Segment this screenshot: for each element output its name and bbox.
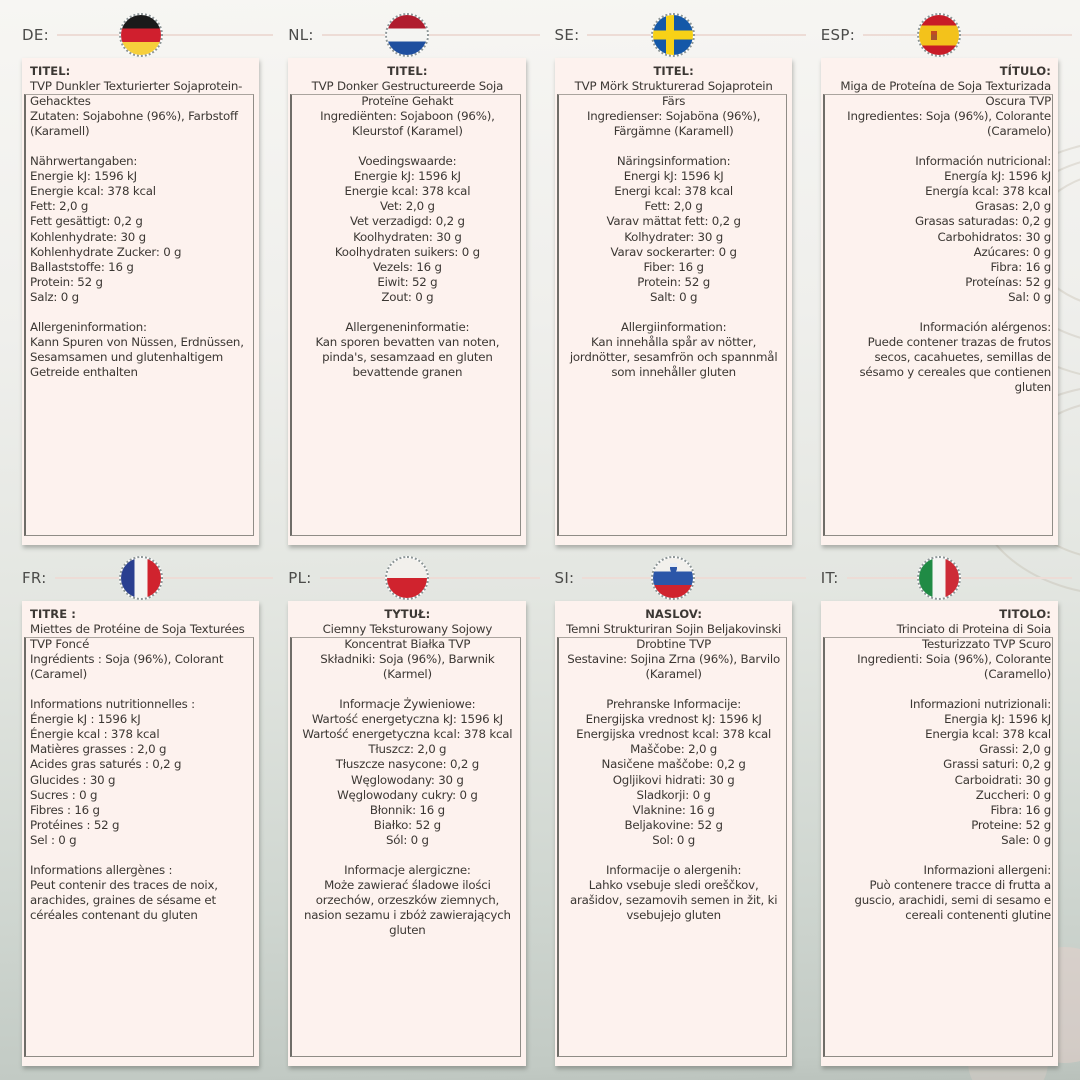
title-label: TITEL: [387,64,428,78]
blank-line [296,305,518,320]
body-line: Énergie kJ : 1596 kJ [30,712,141,727]
header-divider-line [55,577,274,579]
body-line: Puede contener trazas de frutos secos, cacahuetes, semillas de sésamo y cereales que contienen gluten [859,335,1051,395]
body-line: Koolhydraten suikers: 0 g [334,244,480,259]
language-header [555,555,792,601]
body-line: Énergie kcal : 378 kcal [30,727,160,742]
body-line: Información alérgenos: [919,320,1051,335]
title-label: TITEL: [30,64,71,78]
body-line: Informacje Żywieniowe: [339,697,476,712]
language-code-label: NL: [288,26,314,44]
body-line: Glucides : 30 g [30,772,116,787]
body-line: Ingrediënten: Sojaboon (96%), Kleurstof (Karamel) [320,108,495,138]
language-card-cell [288,12,525,545]
product-title: Trinciato di Proteina di Soia Testurizzato TVP Scuro [896,621,1051,651]
body-line: Fett gesättigt: 0,2 g [30,214,143,229]
body-line: Eiwit: 52 g [377,274,438,289]
body-line: Fibra: 16 g [990,259,1051,274]
language-header [22,555,259,601]
product-title: Miga de Proteína de Soja Texturizada Oscura TVP [840,78,1051,108]
body-line: Grasas: 2,0 g [975,199,1051,214]
esp-flag-icon [917,13,961,57]
body-line: Allergeneninformatie: [345,320,470,335]
body-line: Salt: 0 g [649,289,698,304]
card-body [829,109,1051,396]
card-body [30,652,252,924]
product-label-card [821,601,1058,1066]
body-line: Wartość energetyczna kJ: 1596 kJ [311,712,503,727]
flag-circle [387,15,427,55]
body-line: Nährwertangaben: [30,154,138,169]
language-header [288,555,525,601]
body-line: Protein: 52 g [30,274,103,289]
language-card-cell [555,555,792,1066]
body-line: Allergeninformation: [30,320,147,335]
flag-circle [387,558,427,598]
body-line: Sal: 0 g [1008,289,1051,304]
language-code-label: SE: [554,26,580,44]
body-line: Energi kcal: 378 kcal [614,184,734,199]
title-label: TITOLO: [999,607,1051,621]
body-line: Energie kJ: 1596 kJ [353,169,461,184]
body-line: Sestavine: Sojina Zrna (96%), Barvilo (Karamel) [567,651,781,681]
body-line: Sol: 0 g [652,832,696,847]
body-line: Białko: 52 g [373,817,441,832]
body-line: Grasas saturadas: 0,2 g [914,214,1051,229]
body-line: Zout: 0 g [381,289,434,304]
body-line: Maščobe: 2,0 g [630,742,718,757]
title-label: TYTUŁ: [384,607,431,621]
body-line: Sale: 0 g [1001,832,1051,847]
product-title: Temni Strukturiran Sojin Beljakovinski Drobtine TVP [566,621,782,651]
body-line: Zutaten: Sojabohne (96%), Farbstoff (Karamell) [30,108,238,138]
language-code-label: ESP: [820,26,856,44]
language-code-label: IT: [820,569,839,587]
blank-line [30,848,252,863]
body-line: Ingredientes: Soja (96%), Colorante (Caramelo) [847,108,1051,138]
body-line: Può contenere tracce di frutta a guscio, arachidi, semi di sesamo e cereali contenenti glutine [854,878,1051,923]
language-code-label: FR: [22,569,47,587]
language-code-label: SI: [554,569,575,587]
body-line: Vlaknine: 16 g [632,802,715,817]
body-line: Fett: 2,0 g [30,199,89,214]
blank-line [563,305,785,320]
fr-flag-icon [119,556,163,600]
body-line: Kolhydrater: 30 g [624,229,724,244]
language-code-label: PL: [288,569,312,587]
body-line: Beljakovine: 52 g [624,817,723,832]
body-line: Proteínas: 52 g [965,274,1051,289]
de-flag-icon [119,13,163,57]
body-line: Sladkorji: 0 g [636,787,711,802]
body-line: Vezels: 16 g [372,259,442,274]
card-body [296,109,518,381]
body-line: Azúcares: 0 g [973,244,1051,259]
product-title: Miettes de Protéine de Soja Texturées TVP Foncé [30,621,245,651]
language-card-cell [555,12,792,545]
body-line: Protein: 52 g [637,274,710,289]
si-flag-icon [651,556,695,600]
body-line: Allergiinformation: [620,320,727,335]
it-flag-icon [917,556,961,600]
body-line: Salz: 0 g [30,289,79,304]
product-label-card [288,601,525,1066]
body-line: Może zawierać śladowe ilości orzechów, orzeszków ziemnych, nasion sezamu i zbóż zawierających gluten [303,878,511,938]
body-line: Kohlenhydrate Zucker: 0 g [30,244,182,259]
flag-emblem [931,31,937,40]
body-line: Energie kcal: 378 kcal [30,184,156,199]
body-line: Składniki: Soja (96%), Barwnik (Karmel) [320,651,495,681]
product-label-card [22,601,259,1066]
blank-line [829,682,1051,697]
body-line: Energi kJ: 1596 kJ [623,169,724,184]
body-line: Węglowodany cukry: 0 g [337,787,478,802]
body-line: Fett: 2,0 g [644,199,703,214]
body-line: Kohlenhydrate: 30 g [30,229,146,244]
body-line: Energijska vrednost kcal: 378 kcal [576,727,772,742]
body-line: Ballaststoffe: 16 g [30,259,134,274]
blank-line [296,682,518,697]
body-line: Informazioni nutrizionali: [909,697,1051,712]
blank-line [563,848,785,863]
blank-line [829,848,1051,863]
body-line: Zuccheri: 0 g [975,787,1051,802]
title-label: TITEL: [653,64,694,78]
body-line: Informacije o alergenih: [605,863,742,878]
body-line: Informazioni allergeni: [923,863,1051,878]
flag-circle [919,558,959,598]
body-line: Ingrédients : Soja (96%), Colorant (Caramel) [30,651,224,681]
product-label-card [555,601,792,1066]
body-line: Grassi: 2,0 g [979,742,1051,757]
body-line: Grassi saturi: 0,2 g [943,757,1051,772]
language-header [821,12,1058,58]
body-line: Informacje alergiczne: [344,863,471,878]
title-label: TITRE : [30,607,76,621]
flag-circle [653,15,693,55]
body-line: Nasičene maščobe: 0,2 g [601,757,746,772]
product-label-card [288,58,525,545]
flag-circle [919,15,959,55]
product-label-card [555,58,792,545]
product-title: TVP Donker Gestructureerde Soja Proteïne Gehakt [311,78,504,108]
header-divider-line [863,34,1072,36]
body-line: Varav sockerarter: 0 g [610,244,737,259]
body-line: Błonnik: 16 g [369,802,445,817]
blank-line [30,682,252,697]
body-line: Carboidrati: 30 g [954,772,1051,787]
nl-flag-icon [385,13,429,57]
title-label: TÍTULO: [999,64,1051,78]
body-line: Informations allergènes : [30,863,173,878]
flag-emblem [670,563,677,573]
body-line: Informations nutritionnelles : [30,697,195,712]
body-line: Tłuszcz: 2,0 g [368,742,447,757]
body-line: Proteine: 52 g [971,817,1051,832]
se-flag-icon [651,13,695,57]
language-header [555,12,792,58]
body-line: Peut contenir des traces de noix, arachides, graines de sésame et céréales contenant du gluten [30,878,218,923]
language-code-label: DE: [22,26,49,44]
header-divider-line [322,34,540,36]
card-body [296,652,518,939]
blank-line [30,305,252,320]
body-line: Prehranske Informacije: [606,697,741,712]
body-line: Energía kcal: 378 kcal [925,184,1051,199]
body-line: Węglowodany: 30 g [351,772,464,787]
header-divider-line [57,34,273,36]
body-line: Sucres : 0 g [30,787,98,802]
body-line: Sól: 0 g [385,832,429,847]
body-line: Energia kcal: 378 kcal [925,727,1051,742]
blank-line [30,139,252,154]
body-line: Tłuszcze nasycone: 0,2 g [335,757,479,772]
language-header [22,12,259,58]
body-line: Matières grasses : 2,0 g [30,742,167,757]
body-line: Energie kcal: 378 kcal [344,184,471,199]
blank-line [563,139,785,154]
blank-line [296,139,518,154]
language-header [821,555,1058,601]
body-line: Näringsinformation: [616,154,731,169]
body-line: Varav mättat fett: 0,2 g [606,214,741,229]
product-title: Ciemny Teksturowany Sojowy Koncentrat Białka TVP [322,621,493,651]
body-line: Acides gras saturés : 0,2 g [30,757,182,772]
product-title: TVP Dunkler Texturierter Sojaprotein-Gehacktes [30,78,243,108]
blank-line [296,848,518,863]
body-line: Voedingswaarde: [358,154,457,169]
body-line: Energía kJ: 1596 kJ [944,169,1051,184]
blank-line [829,139,1051,154]
body-line: Lahko vsebuje sledi oreščkov, arašidov, sezamovih semen in žit, ki vsebujejo gluten [569,878,778,923]
body-line: Protéines : 52 g [30,817,120,832]
body-line: Koolhydraten: 30 g [353,229,462,244]
language-header [288,12,525,58]
product-title: TVP Mörk Strukturerad Sojaprotein Färs [574,78,773,108]
body-line: Carbohidratos: 30 g [937,229,1051,244]
product-label-card [821,58,1058,545]
product-label-card [22,58,259,545]
flag-circle [653,558,693,598]
header-divider-line [587,34,805,36]
language-card-cell [22,555,259,1066]
body-line: Información nutricional: [915,154,1051,169]
body-line: Ingredienser: Sojaböna (96%), Färgämne (Karamell) [586,108,761,138]
body-line: Ingredienti: Soia (96%), Colorante (Caramello) [857,651,1051,681]
card-body [30,109,252,381]
title-label: NASLOV: [645,607,703,621]
flag-circle [121,558,161,598]
body-line: Kan innehålla spår av nötter, jordnötter, sesamfrön och spannmål som innehåller gluten [569,335,778,380]
pl-flag-icon [385,556,429,600]
blank-line [563,682,785,697]
body-line: Energie kJ: 1596 kJ [30,169,137,184]
body-line: Fibra: 16 g [990,802,1051,817]
card-body [563,652,785,924]
body-line: Energijska vrednost kJ: 1596 kJ [585,712,762,727]
body-line: Fibres : 16 g [30,802,100,817]
flag-circle [121,15,161,55]
blank-line [829,305,1051,320]
header-divider-line [320,577,540,579]
language-card-cell [288,555,525,1066]
language-card-cell [821,12,1058,545]
body-line: Sel : 0 g [30,832,77,847]
body-line: Kann Spuren von Nüssen, Erdnüssen, Sesamsamen und glutenhaltigem Getreide enthalten [30,335,244,380]
language-card-cell [821,555,1058,1066]
body-line: Vet verzadigd: 0,2 g [349,214,465,229]
body-line: Ogljikovi hidrati: 30 g [612,772,735,787]
language-card-cell [22,12,259,545]
body-line: Wartość energetyczna kcal: 378 kcal [302,727,513,742]
body-line: Kan sporen bevatten van noten, pinda's, sesamzaad en gluten bevattende granen [315,335,500,380]
card-body [563,109,785,381]
body-line: Vet: 2,0 g [379,199,435,214]
body-line: Energia kJ: 1596 kJ [944,712,1051,727]
body-line: Fiber: 16 g [643,259,704,274]
card-body [829,652,1051,924]
